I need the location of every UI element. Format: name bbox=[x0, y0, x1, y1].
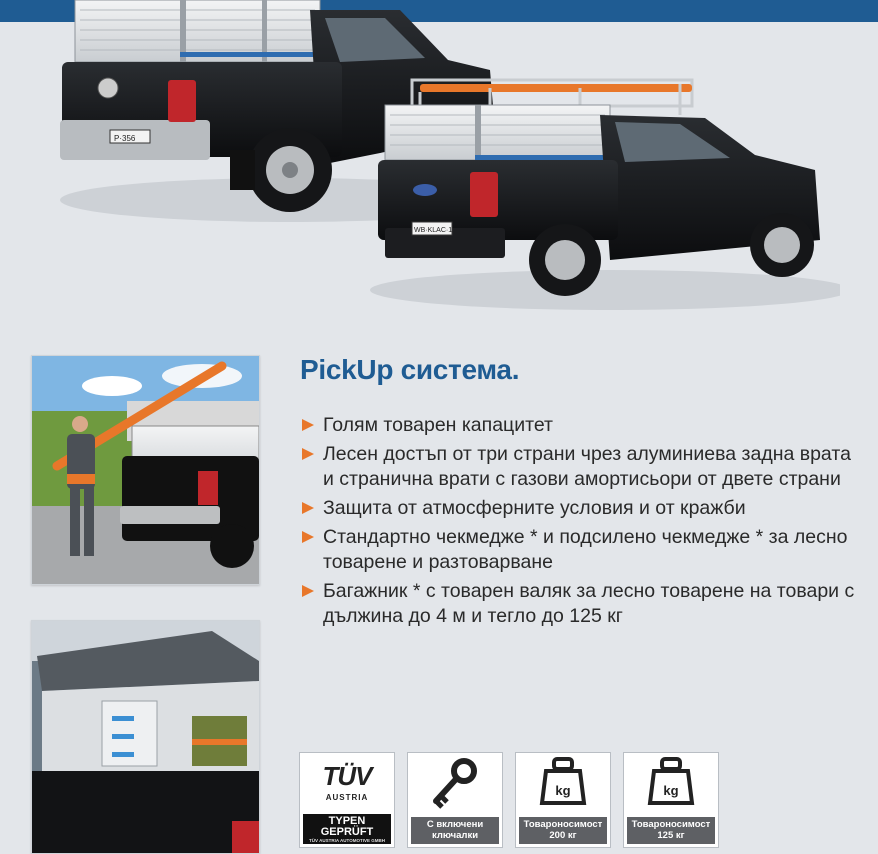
feature-item bbox=[302, 496, 862, 521]
feature-text: Багажник * с товарен валяк за лесно товарене на товари с дължина до 4 м и тегло до 125 кг bbox=[323, 580, 855, 627]
key-icon bbox=[408, 753, 502, 815]
feature-item bbox=[302, 525, 862, 575]
tuv-logo: TÜV bbox=[322, 761, 372, 791]
truck-vw-plate: P·356 bbox=[114, 134, 136, 143]
photo-worker-loading-pipe bbox=[31, 355, 260, 585]
load-200-line1: Товароносимост bbox=[523, 819, 603, 830]
feature-list bbox=[302, 413, 862, 633]
tuv-line1: TYPEN bbox=[328, 815, 366, 827]
weight-icon-text: kg bbox=[555, 783, 571, 798]
bullet-arrow-icon bbox=[302, 502, 314, 514]
tuv-certification-badge bbox=[299, 752, 395, 848]
load-125-line1: Товароносимост bbox=[631, 819, 711, 830]
feature-text: Защита от атмосферните условия и от кражби bbox=[323, 497, 746, 519]
tuv-line2: GEPRÜFT bbox=[320, 826, 374, 838]
load-200-label bbox=[519, 817, 607, 844]
keys-included-badge bbox=[407, 752, 503, 848]
load-125-label bbox=[627, 817, 715, 844]
photo-canopy-drawers bbox=[31, 620, 260, 854]
keys-line1: С включени bbox=[426, 819, 484, 830]
tuv-country: AUSTRIA bbox=[325, 793, 369, 802]
truck-ford bbox=[370, 80, 840, 310]
feature-item bbox=[302, 579, 862, 629]
feature-text: Голям товарен капацитет bbox=[323, 414, 553, 436]
load-capacity-200-badge bbox=[515, 752, 611, 848]
bullet-arrow-icon bbox=[302, 585, 314, 597]
tuv-label bbox=[303, 814, 391, 844]
load-200-line2: 200 кг bbox=[549, 829, 577, 841]
keys-line2: ключалки bbox=[431, 829, 479, 841]
bullet-arrow-icon bbox=[302, 531, 314, 543]
load-125-line2: 125 кг bbox=[657, 829, 685, 841]
weight-icon-text: kg bbox=[663, 783, 679, 798]
keys-label bbox=[411, 817, 499, 844]
feature-text: Лесен достъп от три страни чрез алуминиева задна врата и странична врати с газови амортисьори от двете страни bbox=[323, 443, 851, 490]
page-title: PickUp система. bbox=[300, 354, 520, 385]
truck-ford-plate: WB·KLAC·1 bbox=[414, 227, 453, 234]
weight-icon bbox=[624, 753, 718, 815]
bullet-arrow-icon bbox=[302, 448, 314, 460]
hero-trucks-image bbox=[40, 0, 840, 320]
feature-item bbox=[302, 413, 862, 438]
bullet-arrow-icon bbox=[302, 419, 314, 431]
load-capacity-125-badge bbox=[623, 752, 719, 848]
weight-icon bbox=[516, 753, 610, 815]
feature-text: Стандартно чекмедже * и подсилено чекмедже * за лесно товарене и разтоварване bbox=[323, 526, 848, 573]
tuv-line3: TÜV AUSTRIA AUTOMOTIVE GMBH bbox=[309, 838, 385, 843]
feature-item bbox=[302, 442, 862, 492]
